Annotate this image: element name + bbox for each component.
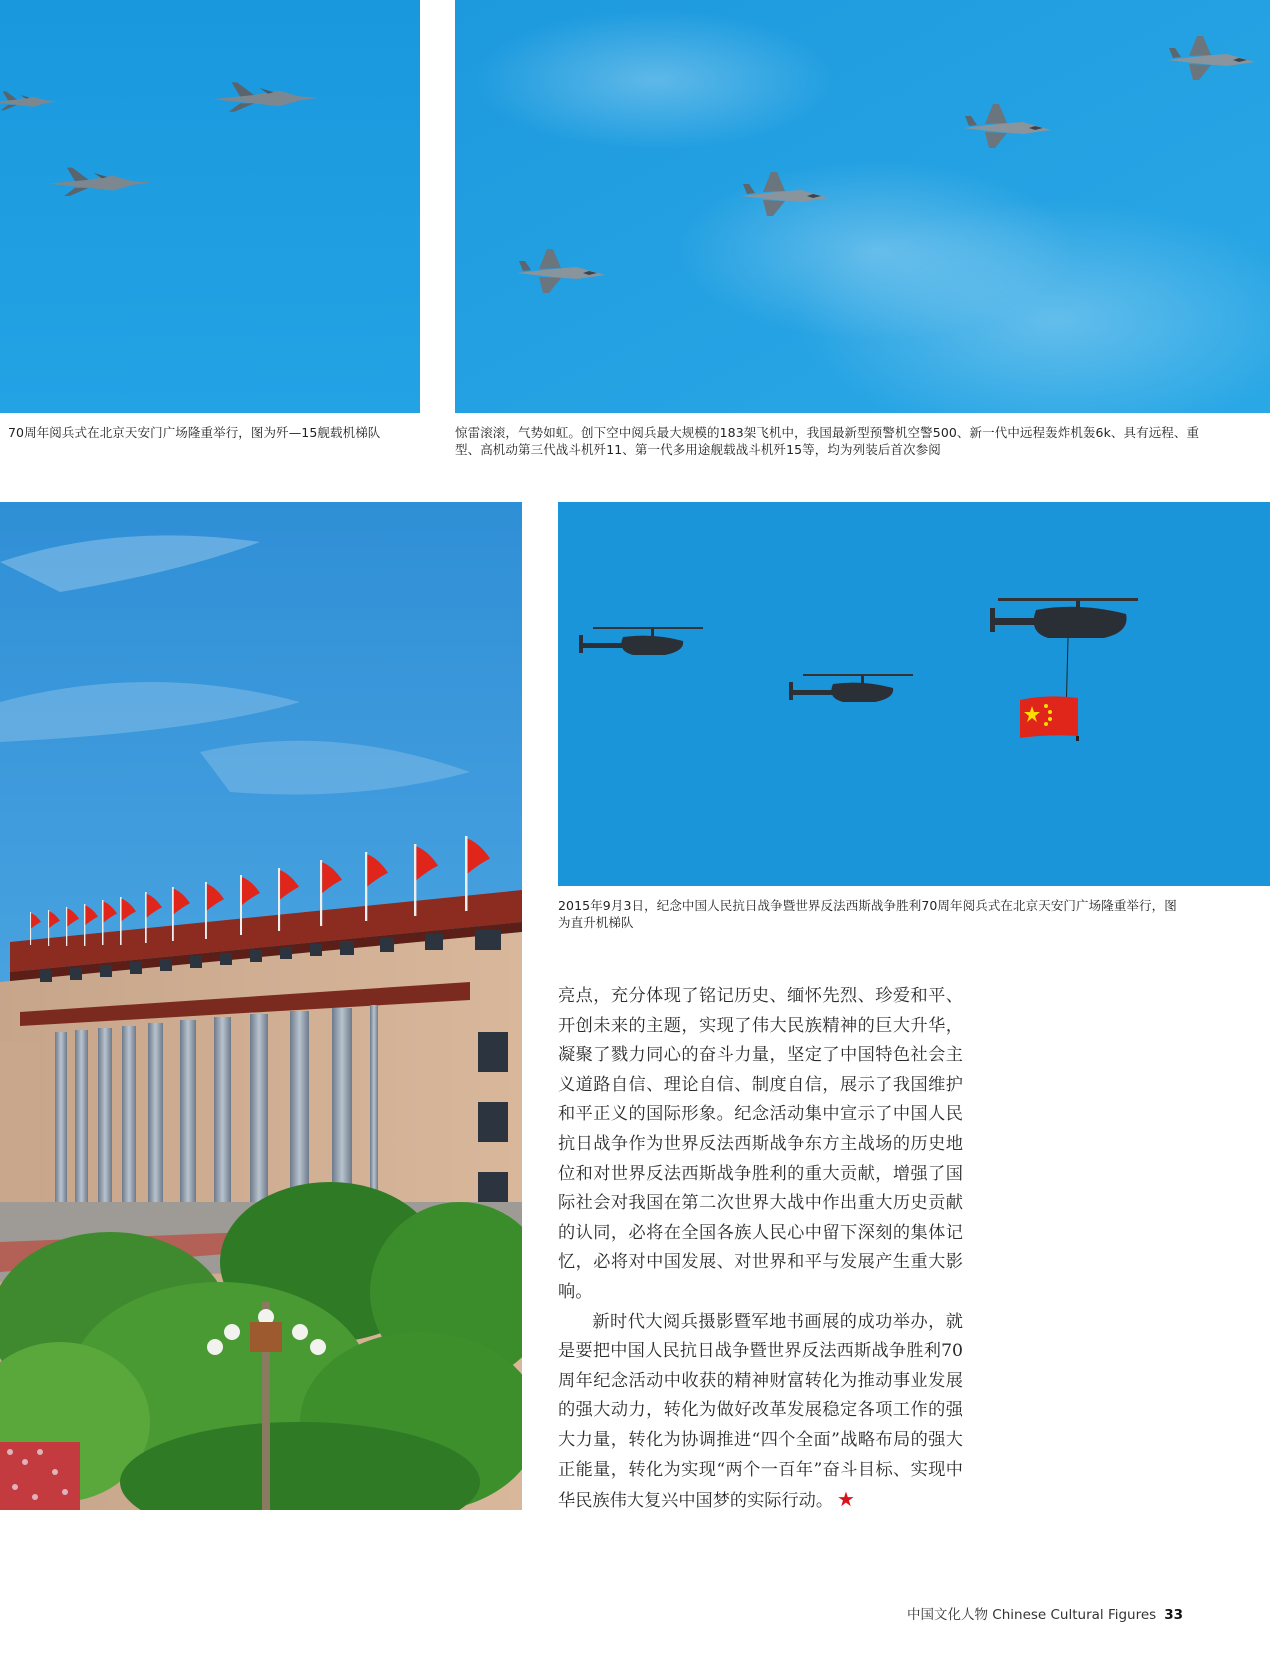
photo-jets-right — [455, 0, 1270, 413]
article-paragraph-2 — [558, 1308, 963, 1517]
photo-great-hall — [0, 502, 522, 1510]
flag-banner — [1020, 696, 1079, 741]
caption-helicopters: 2015年9月3日，纪念中国人民抗日战争暨世界反法西斯战争胜利70周年阅兵式在北京天安门广场隆重举行，图为直升机梯队 — [558, 898, 1177, 930]
caption-jets-right: 惊雷滚滚，气势如虹。创下空中阅兵最大规模的183架飞机中，我国最新型预警机空警500、新一代中远程轰炸机轰6k、具有远程、重型、高机动第三代战斗机歼11、第一代多用途舰载战斗机歼15等，均为列装后首次参阅 — [455, 425, 1200, 457]
magazine-name: 中国文化人物 Chinese Cultural Figures — [906, 1607, 1157, 1623]
page-footer — [907, 1603, 1183, 1623]
photo-helicopters — [558, 502, 1270, 886]
photo-jets-left — [0, 0, 420, 413]
article-paragraph-2-text: 新时代大阅兵摄影暨军地书画展的成功举办，就是要把中国人民抗日战争暨世界反法西斯战争胜利70周年纪念活动中收获的精神财富转化为推动事业发展的强大动力，转化为做好改革发展稳定各项工作的强大力量，转化为协调推进“四个全面”战略布局的强大正能量，转化为实现“两个一百年”奋斗目标、实现中华民族伟大复兴中国梦的实际行动。 — [558, 1311, 963, 1512]
page-number: 33 — [1164, 1607, 1183, 1623]
caption-jets-left: 70周年阅兵式在北京天安门广场隆重举行，图为歼—15舰载机梯队 — [8, 425, 381, 440]
end-mark-star-icon: ★ — [837, 1487, 855, 1512]
article-body — [558, 982, 963, 1517]
article-paragraph-1: 亮点，充分体现了铭记历史、缅怀先烈、珍爱和平、开创未来的主题，实现了伟大民族精神的巨大升华，凝聚了戮力同心的奋斗力量，坚定了中国特色社会主义道路自信、理论自信、制度自信，展示了我国维护和平正义的国际形象。纪念活动集中宣示了中国人民抗日战争作为世界反法西斯战争东方主战场的历史地位和对世界反法西斯战争胜利的重大贡献，增强了国际社会对我国在第二次世界大战中作出重大历史贡献的认同，必将在全国各族人民心中留下深刻的集体记忆，必将对中国发展、对世界和平与发展产生重大影响。 — [558, 986, 963, 1302]
